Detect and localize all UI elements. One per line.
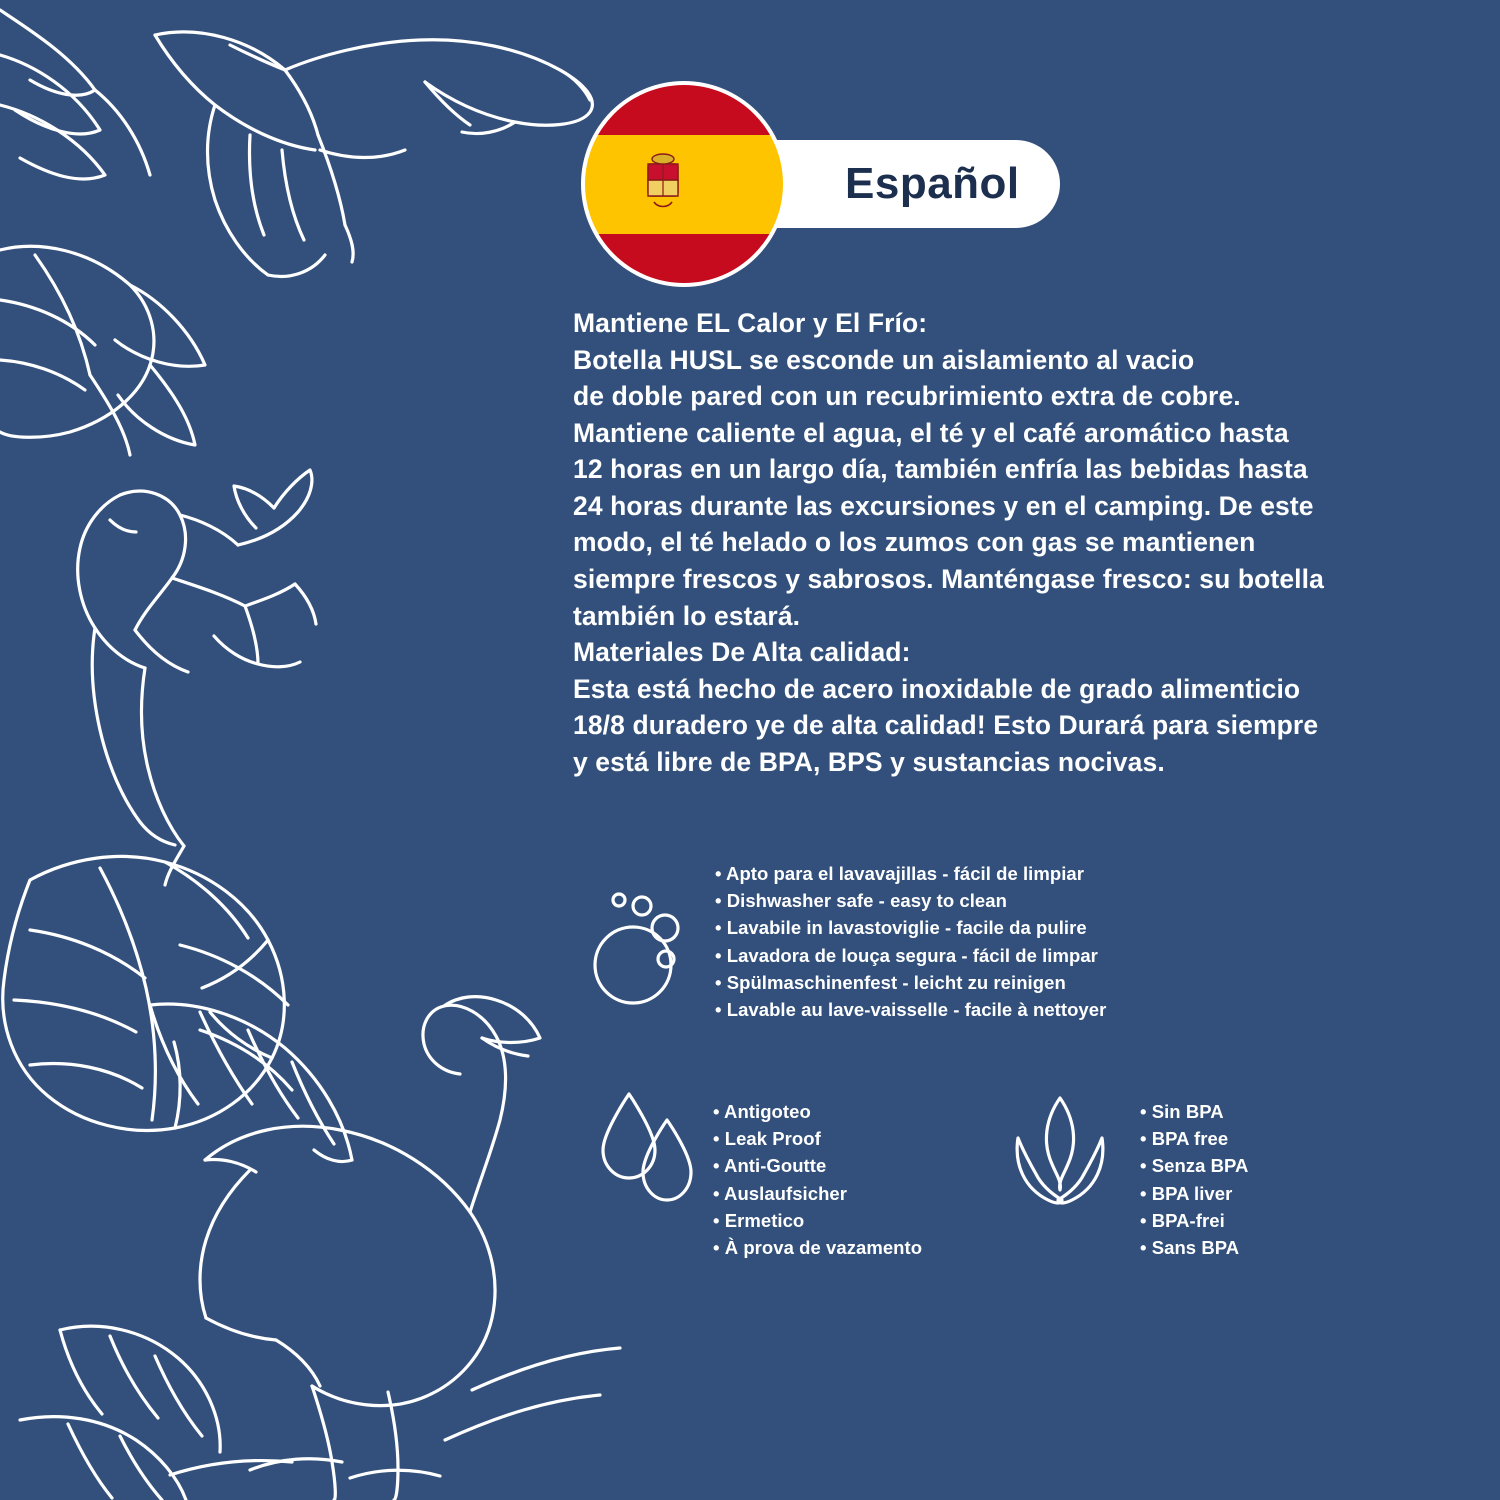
feature-line: • Senza BPA bbox=[1140, 1155, 1249, 1177]
bubbles-icon bbox=[585, 880, 695, 1015]
feature-text-list bbox=[713, 1098, 922, 1261]
feature-line: • Sin BPA bbox=[1140, 1101, 1224, 1122]
description-line: 12 horas en un largo día, también enfría las bebidas hasta bbox=[573, 454, 1308, 485]
flying-parrot-line-art bbox=[155, 32, 592, 277]
leaf-icon bbox=[1000, 1090, 1120, 1225]
feature-line: • Lavadora de louça segura - fácil de limpar bbox=[715, 944, 1098, 966]
flag-stripe-bottom bbox=[585, 234, 783, 284]
description-line: de doble pared con un recubrimiento extra de cobre. bbox=[573, 381, 1241, 412]
description-line: 24 horas durante las excursiones y en el camping. De este bbox=[573, 490, 1314, 521]
feature-line: • Ermetico bbox=[713, 1209, 805, 1231]
feature-line: • À prova de vazamento bbox=[713, 1236, 923, 1258]
description-line: también lo estará. bbox=[573, 600, 801, 631]
feature-line: • BPA liver bbox=[1140, 1182, 1233, 1204]
feature-leak-proof bbox=[590, 1080, 1010, 1280]
water-drops-icon bbox=[595, 1088, 705, 1233]
feature-line: • Lavabile in lavastoviglie - facile da pulire bbox=[715, 917, 1087, 939]
spain-coat-of-arms-icon bbox=[640, 150, 686, 212]
feature-line: • Spülmaschinenfest - leicht zu reinigen bbox=[715, 971, 1066, 993]
description-line: 18/8 duradero ye de alta calidad! Esto Durará para siempre bbox=[573, 710, 1319, 741]
description-line: Botella HUSL se esconde un aislamiento al vacio bbox=[573, 344, 1195, 375]
feature-text-list bbox=[1140, 1098, 1248, 1261]
monstera-leaf-line-art bbox=[150, 1004, 352, 1161]
product-description bbox=[573, 305, 1433, 780]
feature-line: • Apto para el lavavajillas - fácil de limpiar bbox=[715, 863, 1084, 884]
monstera-leaf-line-art bbox=[0, 10, 205, 455]
monstera-leaf-line-art bbox=[20, 1326, 220, 1500]
description-line: Esta está hecho de acero inoxidable de grado alimenticio bbox=[573, 673, 1301, 704]
description-line: modo, el té helado o los zumos con gas se mantienen bbox=[573, 527, 1256, 558]
feature-line: • Anti-Goutte bbox=[713, 1155, 827, 1177]
flamingo-line-art bbox=[170, 997, 620, 1500]
feature-text-list bbox=[715, 860, 1106, 1023]
feature-line: • BPA free bbox=[1140, 1128, 1229, 1150]
flag-stripe-top bbox=[585, 85, 783, 135]
feature-line: • Leak Proof bbox=[713, 1128, 821, 1150]
feature-line: • Dishwasher safe - easy to clean bbox=[715, 890, 1007, 912]
description-line: siempre frescos y sabrosos. Manténgase fresco: su botella bbox=[573, 563, 1324, 594]
description-line: Mantiene EL Calor y El Frío: bbox=[573, 308, 928, 338]
description-line: Mantiene caliente el agua, el té y el café aromático hasta bbox=[573, 417, 1289, 448]
feature-line: • BPA-frei bbox=[1140, 1209, 1225, 1231]
feature-bpa-free bbox=[1000, 1080, 1440, 1280]
feature-line: • Lavable au lave-vaisselle - facile à nettoyer bbox=[715, 998, 1107, 1020]
feature-line: • Auslaufsicher bbox=[713, 1182, 848, 1204]
perched-parrot-line-art bbox=[78, 470, 316, 885]
spain-flag-icon bbox=[585, 85, 783, 283]
description-line: Materiales De Alta calidad: bbox=[573, 637, 911, 668]
feature-line: • Sans BPA bbox=[1140, 1236, 1240, 1258]
language-label: Español bbox=[845, 159, 1020, 208]
feature-dishwasher-safe bbox=[585, 860, 1445, 1030]
monstera-leaf-line-art bbox=[3, 856, 292, 1130]
feature-line: • Antigoteo bbox=[713, 1101, 811, 1122]
description-line: y está libre de BPA, BPS y sustancias nocivas. bbox=[573, 746, 1165, 777]
